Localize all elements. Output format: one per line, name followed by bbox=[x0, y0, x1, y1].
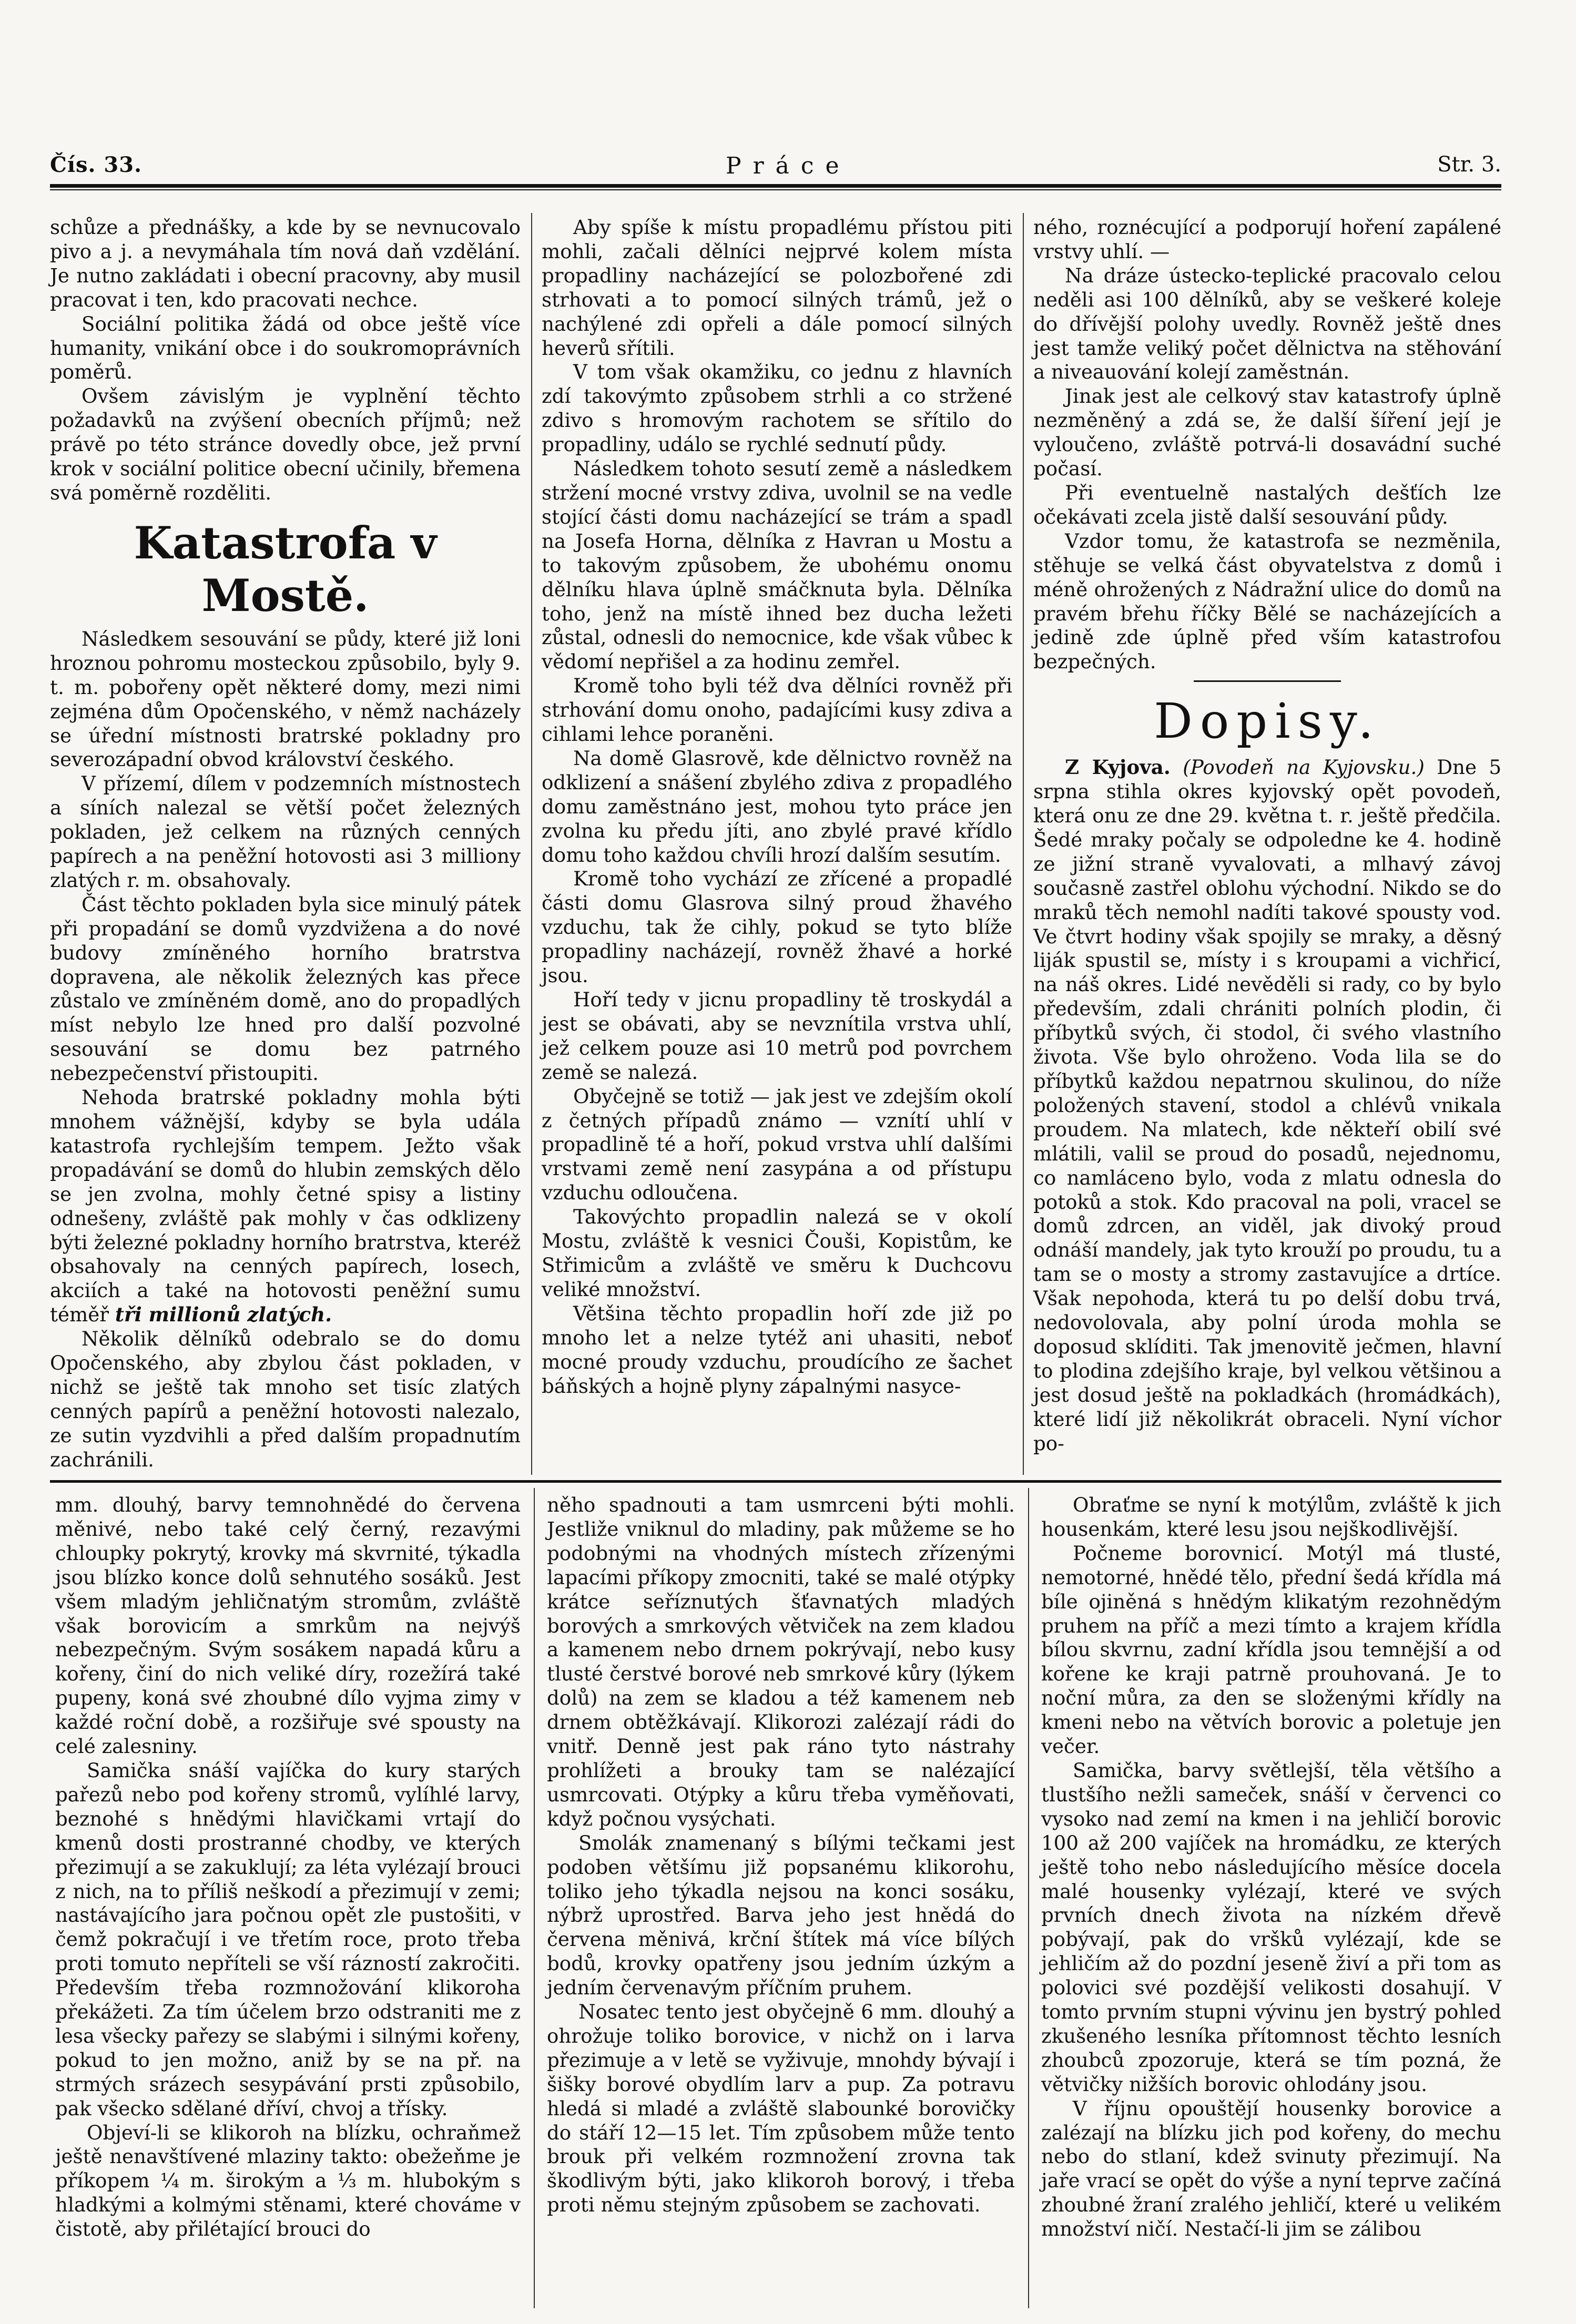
paragraph: mm. dlouhý, barvy temnohnědé do červena měnivé, nebo také celý černý, rezavými chloupky pokrytý, krovky má skvrnité, týkadla jsou blízko konce dolů sehnutého sosáků. Jest všem mladým jehličnatým stromům, zvláště však borovicím a smrkům na nejvýš nebezpečným. Svým sosákem napadá kůru a kořeny, činí do nich veliké díry, rozežírá také pupeny, koná své zhoubné dílo vyjma zimy v každé roční době, a rozšiřuje své spousty na celé zalesniny. bbox=[55, 1493, 521, 1758]
paragraph: něho spadnouti a tam usmrceni býti mohli. Jestliže vniknul do mladiny, pak můžeme se ho podobnými na vhodných místech zřízenými lapacími příkopy zmocniti, také se malé otýpky krátce seříznutých šťavnatých mladých borových a smrkových větviček na zem kladou a kamenem nebo drnem pokrývají, nebo kusy tlusté čerstvé borové neb smrkové kůry (lýkem dolů) na zem se kladou a též kamenem neb drnem obtěžkávají. Klikorozi zalézají rádi do vnitř. Denně jest pak ráno tyto nástrahy prohlížeti a brouky tam se nalézající usmrcovati. Otýpky a kůru třeba vyměňovati, když počnou vysýchati. bbox=[547, 1493, 1015, 1830]
dopis-place: Z Kyjova. bbox=[1065, 756, 1171, 779]
paragraph: Počneme borovnicí. Motýl má tlusté, nemotorné, hnědé tělo, přední šedá křídla má bíle ojiněná s hnědým klikatým rezohnědým pruhem na příč a mezi tímto a krajem křídla bílou skvrnu, zadní křídla jsou temnější a od kořene ke kraji patrně prouhovaná. Je to noční můra, za den se složenými křídly na kmeni nebo na větvích borovic a poletuje jen večer. bbox=[1041, 1541, 1501, 1758]
section-rule bbox=[1194, 680, 1341, 682]
emphasis-sum: tři millionů zlatých. bbox=[115, 1303, 332, 1327]
column-2 bbox=[542, 216, 1012, 1398]
paragraph: V říjnu opouštějí housenky borovice a zalézají na blízku jich pod kořeny, do mechu nebo do stlaní, kdež svinuty přezimují. Na jaře vrací se opět do výše a nyní teprve začíná zhoubné žraní zralého jehličí, které u velikém množství ničí. Nestačí-li jim se zálibou bbox=[1041, 2096, 1501, 2241]
paragraph: Samička snáší vajíčka do kury starých pařezů nebo pod kořeny stromů, vylíhlé larvy, beznohé s hnědými hlavičkami vrtají do kmenů dosti prostranné chodby, ve kterých přezimují a se zakuklují; za léta vylézají brouci z nich, na to příliš neškodí a přezimují v zemi; nastávajícího jara počnou opět zle pustošiti, v čemž pokračují i ve třetím roce, proto třeba proti tomuto nepříteli se vší rázností zakročiti. Především třeba rozmnožování klikoroha překážeti. Za tím účelem brzo odstraniti me z lesa všecky pařezy se slabými i silnými kořeny, pokud to jen možno, aniž by se na př. na strmých srázech sesypávání prsti způsobilo, pak všecko sdělané dříví, chvoj a třísky. bbox=[55, 1758, 521, 2120]
paragraph: Jinak jest ale celkový stav katastrofy úplně nezměněný a zdá se, že další šíření její je vyloučeno, zvláště potrvá-li dosavádní suché počasí. bbox=[1033, 384, 1501, 481]
column-divider bbox=[531, 213, 532, 1475]
section-divider bbox=[50, 1480, 1501, 1483]
paragraph: Kromě toho byli též dva dělníci rovněž při strhování domu onoho, padajícími kusy zdiva a cihlami lehce poraněni. bbox=[542, 674, 1012, 746]
paragraph: Následkem tohoto sesutí země a následkem stržení mocné vrstvy zdiva, uvolnil se na vedle stojící části domu nacházející se trám a spadl na Josefa Horna, dělníka z Havran u Mostu a to takovým způsobem, že ubohému onomu dělníku hlava úplně smáčknuta byla. Dělníka toho, jenž na místě ihned bez ducha ležeti zůstal, odnesli do nemocnice, kde však vůbec k vědomí nepřišel a za hodinu zemřel. bbox=[542, 457, 1012, 674]
section-headline: Dopisy. bbox=[1154, 693, 1381, 750]
article-headline: Katastrofa v Mostě. bbox=[134, 516, 437, 621]
header-rule bbox=[50, 184, 1501, 190]
paragraph: Sociální politika žádá od obce ještě více humanity, vnikání obce i do soukromoprávních poměrů. bbox=[50, 312, 521, 384]
column-divider bbox=[534, 1488, 535, 2308]
paragraph: Při eventuelně nastalých dešťích lze očekávati zcela jistě další sesouvání půdy. bbox=[1033, 481, 1501, 528]
paragraph: Ovšem závislým je vyplnění těchto požadavků na zvýšení obecních příjmů; než právě po této stránce dovedly obce, jež první krok v sociální politice obecní učinily, břemena svá poměrně rozděliti. bbox=[50, 384, 521, 504]
paragraph: ného, roznécující a podporují hoření zapálené vrstvy uhlí. — bbox=[1033, 216, 1501, 263]
paragraph: Smolák znamenaný s bílými tečkami jest podoben většímu již popsanému klikorohu, toliko jeho týkadla nejsou na konci sosáku, nýbrž uprostřed. Barva jeho jest hnědá do červena měnivá, krční štítek má více bílých bodů, krovky opatřeny jsou jedním úzkým a jedním červenavým příčním pruhem. bbox=[547, 1831, 1015, 2000]
dopis-subtitle: (Povodeň na Kyjovsku.) bbox=[1183, 756, 1425, 779]
paragraph bbox=[1033, 756, 1501, 1455]
paragraph: Obyčejně se totiž — jak jest ve zdejším okolí z četných případů známo — vznítí uhlí v propadlině té a hoří, pokud vrstva uhlí dalšími vrstvami země není zasypána a od přístupu vzduchu odloučena. bbox=[542, 1084, 1012, 1205]
paragraph: Kromě toho vychází ze zřícené a propadlé části domu Glasrova silný proud žhavého vzduchu, tak že cihly, pokud se tyto blíže propadliny nacházejí, rovněž žhavé a horké jsou. bbox=[542, 867, 1012, 987]
paragraph: Na domě Glasrově, kde dělnictvo rovněž na odklizení a snášení zbylého zdiva z propadlého domu zaměstnáno jest, mohou tyto práce jen zvolna ku předu jíti, ano zbylé pravé křídlo domu toho každou chvíli hrozí dalším sesutím. bbox=[542, 746, 1012, 867]
column-1 bbox=[50, 216, 521, 1472]
paragraph-text: Nehoda bratrské pokladny mohla býti mnohem vážnější, kdyby se byla udála katastrofa rychlejším tempem. Ježto však propadávání se domů do hlubin zemských dělo se jen zvolna, mohly četné spisy a listiny odnešeny, zvláště pak mohly v čas odklizeny býti železné pokladny horního bratrstva, kteréž obsahovaly na cenných papírech, losech, akciích a také na hotovosti peněžní sumu téměř bbox=[50, 1086, 521, 1327]
paragraph: Takovýchto propadlin nalezá se v okolí Mostu, zvláště k vesnici Čouši, Kopistům, ke Střimicům a zvláště ve směru k Duchcovu veliké množství. bbox=[542, 1205, 1012, 1301]
paragraph: Objeví-li se klikoroh na blízku, ochraňmež ještě nenavštívené mlaziny takto: obežeňme je příkopem ¼ m. širokým a ⅓ m. hlubokým s hladkými a kolmými stěnami, které chováme v čistotě, aby přilétající brouci do bbox=[55, 2121, 521, 2241]
lower-column-3 bbox=[1041, 1493, 1501, 2241]
column-divider bbox=[1028, 1488, 1029, 2308]
column-divider bbox=[1023, 213, 1024, 1475]
paragraph: Hoří tedy v jicnu propadliny tě troskydál a jest se obávati, aby se nevznítila vrstva uhlí, jež celkem pouze asi 10 metrů pod povrchem země se nalezá. bbox=[542, 988, 1012, 1084]
paragraph: Aby spíše k místu propadlému přístou piti mohli, začali dělníci nejprvé kolem místa propadliny nacházející se polozbořené zdi strhovati a to pomocí silných trámů, jež o nachýlené zdi opřeli a dále pomocí silných heverů sřítili. bbox=[542, 216, 1012, 360]
paragraph: Většina těchto propadlin hoří zde již po mnoho let a nelze tytéž ani uhasiti, neboť mocné proudy vzduchu, proudícího ze šachet báňských a hojně plyny zápalnými nasyce- bbox=[542, 1301, 1012, 1398]
page-number: Str. 3. bbox=[1437, 152, 1501, 177]
paragraph: Nosatec tento jest obyčejně 6 mm. dlouhý a ohrožuje toliko borovice, v nichž on i larva přezimuje a v letě se vyživuje, mnohdy bývají i šišky borové obydlím larv a pup. Za potravu hledá si mladé a zvláště slabounké borovičky do stáří 12—15 let. Tím způsobem může tento brouk při velkém rozmnožení zrovna tak škodlivým býti, jako klikoroh borový, i třeba proti němu stejným způsobem se zachovati. bbox=[547, 2000, 1015, 2217]
paragraph: schůze a přednášky, a kde by se nevnucovalo pivo a j. a nevymáhala tím nová daň vzdělání. Je nutno zakládati i obecní pracovny, aby musil pracovat i ten, kdo pracovati nechce. bbox=[50, 216, 521, 311]
paragraph: Následkem sesouvání se půdy, které již loni hroznou pohromu mosteckou způsobilo, byly 9. t. m. pobořeny opět některé domy, mezi nimi zejména dům Opočenského, v němž nacházely se úřední místnosti bratrské pokladny pro severozápadní obvod království českého. bbox=[50, 627, 521, 771]
paragraph: Vzdor tomu, že katastrofa se nezměnila, stěhuje se velká část obyvatelstva z domů i méně ohrožených z Nádražní ulice do domů na pravém břehu říčky Bělé se nacházejících a jedině zde úplně před vším katastrofou bezpečných. bbox=[1033, 529, 1501, 674]
paragraph bbox=[50, 1086, 521, 1327]
lower-column-2 bbox=[547, 1493, 1015, 2217]
page-header bbox=[50, 152, 1501, 184]
paragraph: Obraťme se nyní k motýlům, zvláště k jich housenkám, které lesu jsou nejškodlivější. bbox=[1041, 1493, 1501, 1541]
paragraph: Na dráze ústecko-teplické pracovalo celou neděli asi 100 dělníků, aby se veškeré koleje do dřívější polohy uvedly. Rovněž ještě dnes jest tamže veliký počet dělnictva na stěhování a niveauování kolejí zaměstnán. bbox=[1033, 263, 1501, 384]
paragraph: Část těchto pokladen byla sice minulý pátek při propadání se domů vyzdvižena a do nové budovy zmíněného horního bratrstva dopravena, ale několik železných kas přece zůstalo ve zmíněném domě, ano do propadlých míst nebylo lze hned pro další pozvolné sesouvání se domu bez patrného nebezpečenství přistoupiti. bbox=[50, 892, 521, 1085]
paragraph: V tom však okamžiku, co jednu z hlavních zdí takovýmto způsobem strhli a co stržené zdivo s hromovým rachotem se sřítilo do propadliny, událo se rychlé sednutí půdy. bbox=[542, 360, 1012, 456]
paragraph: Několik dělníků odebralo se do domu Opočenského, aby zbylou část pokladen, v nichž se ještě tak mnoho set tisíc zlatých cenných papírů a peněžní hotovosti nalezalo, ze sutin vyzdvihli a před dalším propadnutím zachránili. bbox=[50, 1327, 521, 1471]
issue-number: Čís. 33. bbox=[50, 152, 142, 177]
paragraph-text: Dne 5 srpna stihla okres kyjovský opět povodeň, která onu ze dne 29. května t. r. ještě předčila. Šedé mraky počaly se odpoledne ke 4. hodině ze jižní straně vyvalovati, a mlhavý závoj současně zastřel oblohu východní. Nikdo se do mraků těch nemohl nadíti takové spousty vod. Ve čtvrt hodiny však spojily se mraky, a děsný liják spustil se, místy i s kroupami a vichřicí, na náš okres. Lidé nevěděli si rady, co by bylo především, zdali chrániti polních plodin, či příbytků svých, či stodol, či svého vlastního života. Vše bylo ohroženo. Voda lila se do příbytků každou nepatrnou skulinou, do níže položených stavení, stodol a chlévů vnikala proudem. Na mlatech, kde někteří obilí své mlátili, valil se proud do posadů, nejednomu, co namláceno bylo, voda z mlatu odnesla do potoků a stok. Kdo pracoval na poli, vracel se domů zdrcen, an viděl, jak divoký proud odnáší mandely, jak tyto krouží po proudu, tu a tam se o mosty a stromy zastavujíce a drtíce. Však nepohoda, která tu po delší dobu trvá, nedovolovala, aby polní úroda mohla se doposud sklíditi. Tak jmenovitě ječmen, hlavní to plodina zdejšího kraje, byl velkou většinou a jest dosud ještě na pokladkách (hromádkách), které lidí již několikrát obraceli. Nyní víchor po- bbox=[1033, 756, 1502, 1455]
column-3 bbox=[1033, 216, 1501, 1456]
lower-column-1 bbox=[55, 1493, 521, 2241]
paragraph: Samička, barvy světlejší, těla většího a tlustšího nežli sameček, snáší v červenci co vysoko nad zemí na kmen i na jehličí borovic 100 až 200 vajíček na hromádku, ze kterých ještě toho nebo následujícího měsíce docela malé housenky vylézají, které ve svých prvních dnech života na nízkém dřevě pobývají, pak do vršků vylézají, kde se jehličím až do pozdní jeseně živí a při tom as polovici své pozdější velikosti dosahují. V tomto prvním stupni vývinu jen bystrý pohled zkušeného lesníka přítomnost těchto lesních zhoubců zpozoruje, která se tím pozná, že větvičky nižších borovic ohlodány jsou. bbox=[1041, 1758, 1501, 2096]
paragraph: V přízemí, dílem v podzemních místnostech a síních nalezal se větší počet železných pokladen, jež celkem na různých cenných papírech a na peněžní hotovosti asi 3 milliony zlatých r. m. obsahovaly. bbox=[50, 772, 521, 892]
paper-name: Práce bbox=[726, 152, 851, 179]
